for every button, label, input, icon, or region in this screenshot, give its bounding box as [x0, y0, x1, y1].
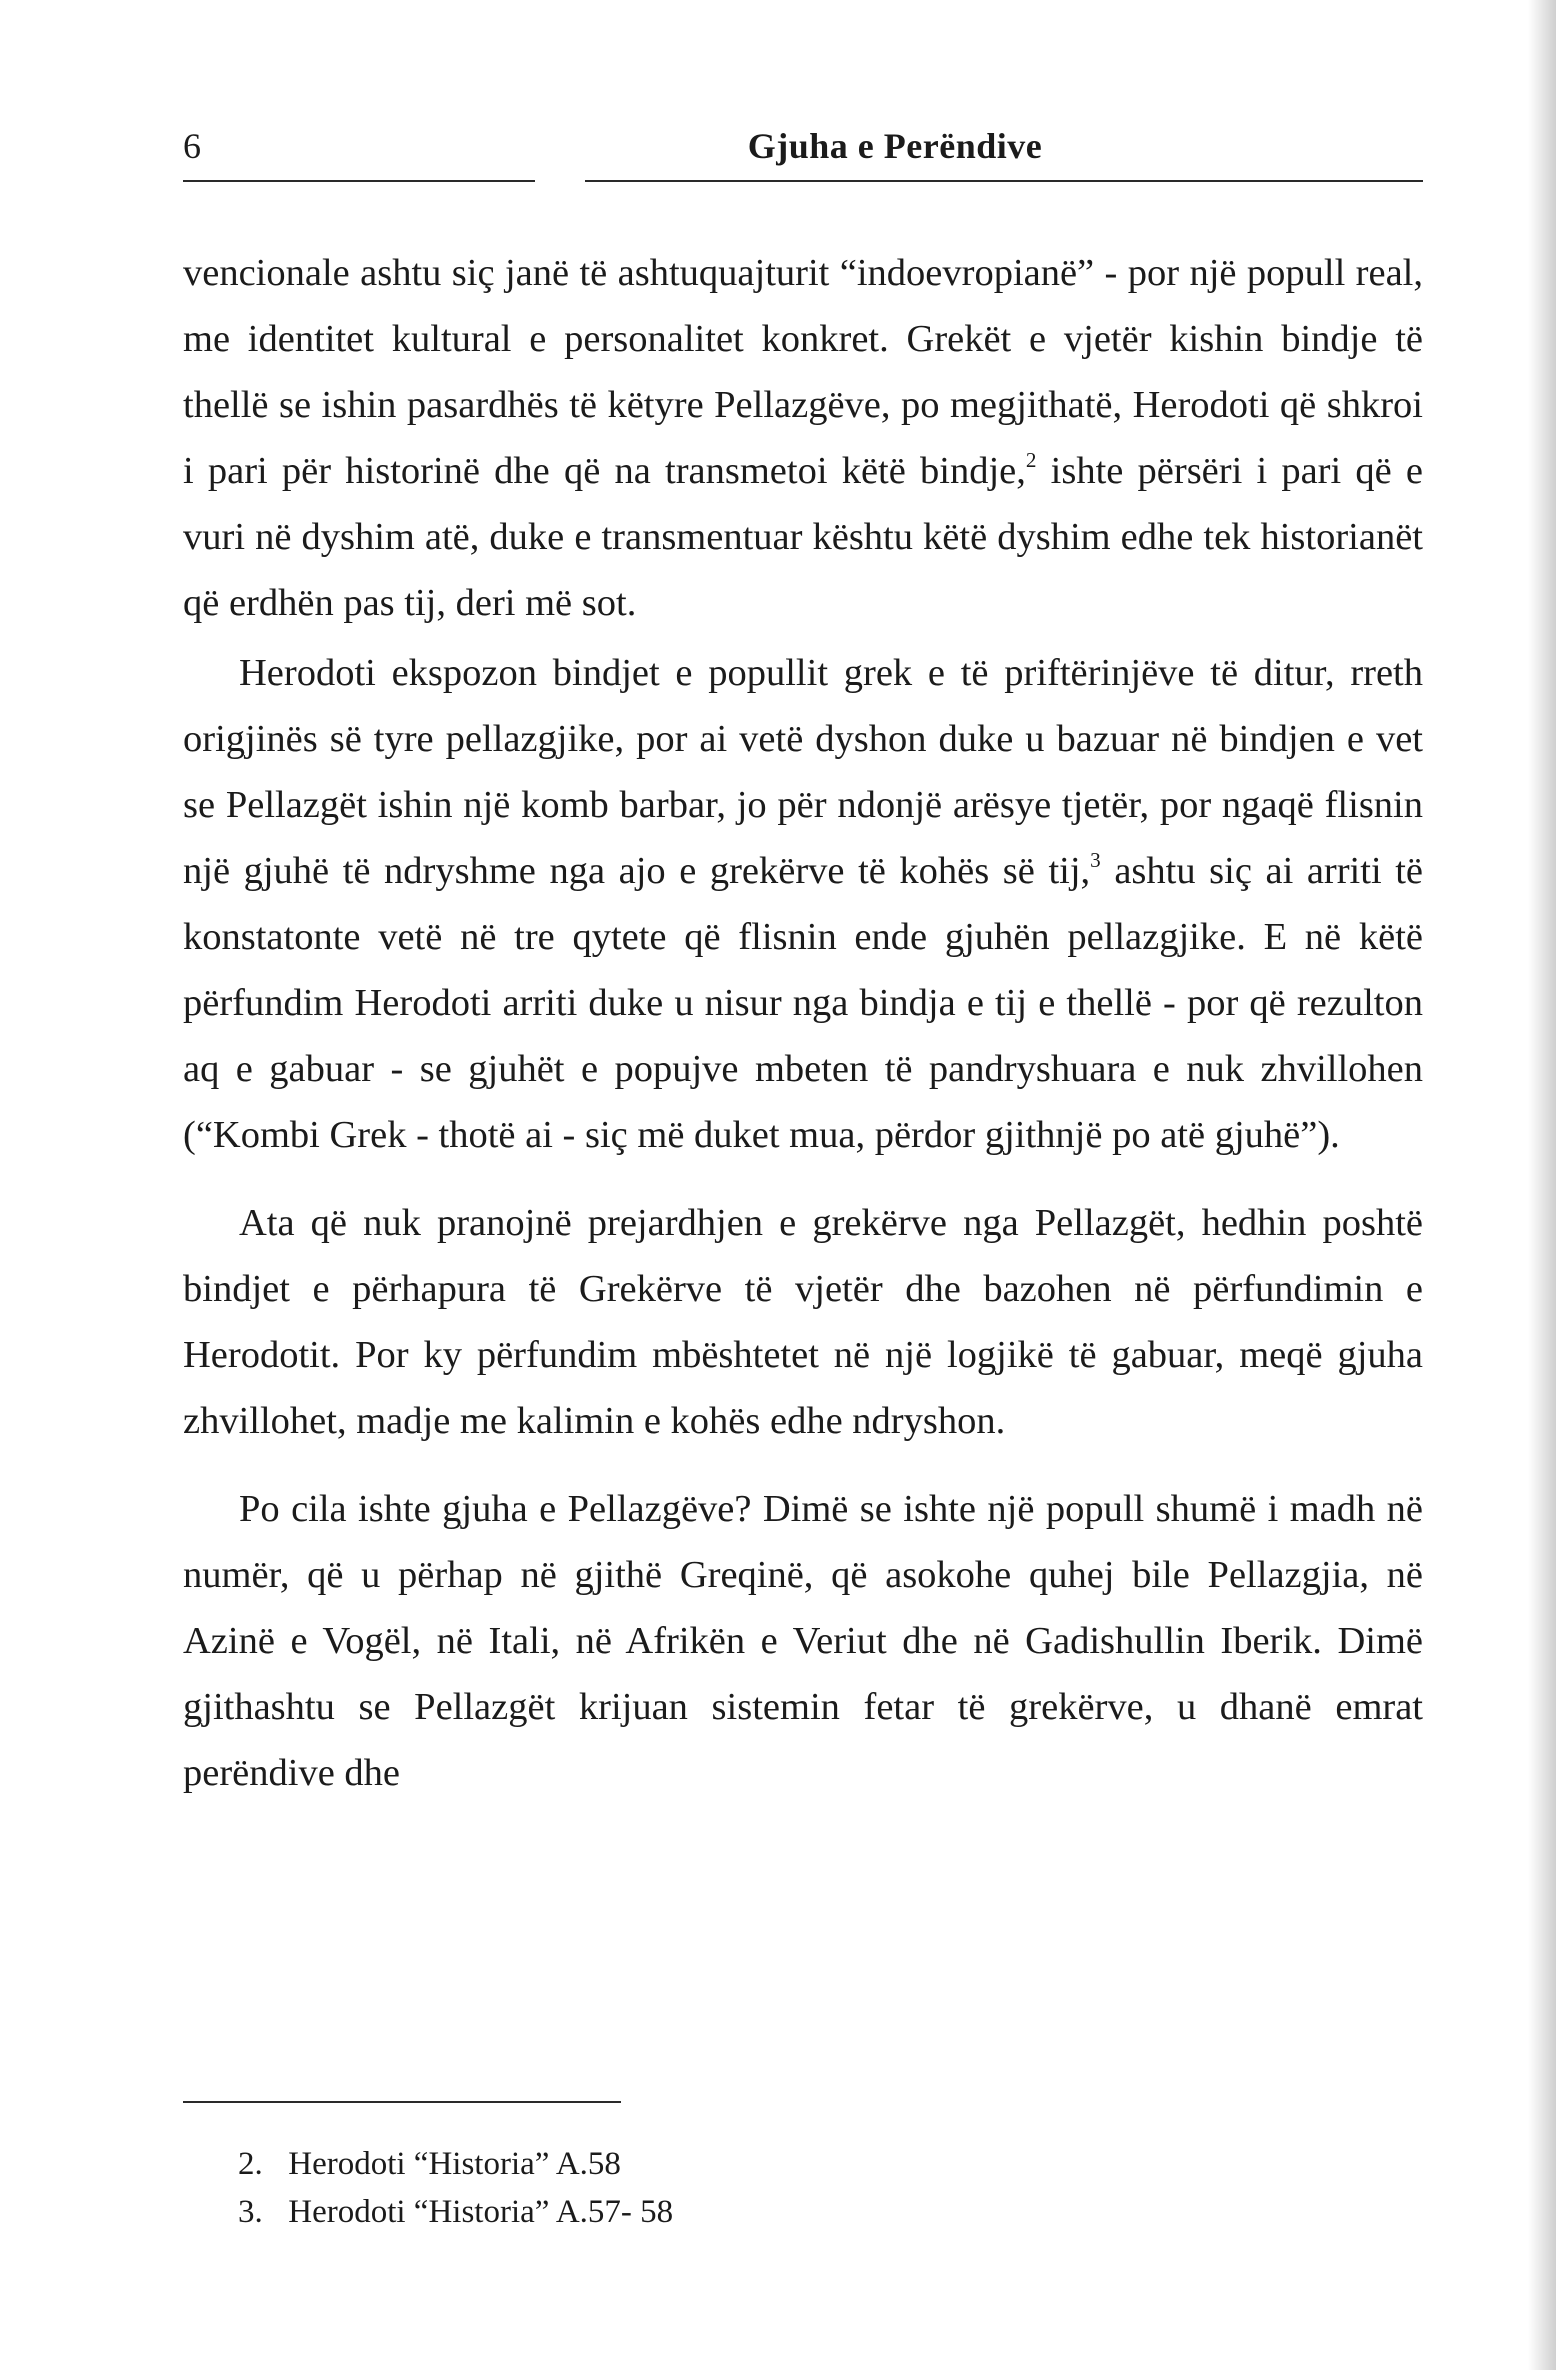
footnote-rule	[183, 2101, 621, 2103]
body-text	[183, 240, 1423, 1806]
paragraph-1-text-a: vencionale ashtu siç janë të ashtuquajturit “indoevropianë” - por një popull real, me identitet kultural e personalitet konkret. Grekët e vjetër kishin bindje të thellë se ishin pasardhës të këtyre Pellazgëve, po megjithatë, Herodoti që shkroi i pari për historinë dhe që na transmetoi këtë bindje,	[183, 252, 1423, 492]
paragraph-1-text-b: ishte përsëri i pari që e vuri në dyshim atë, duke e transmentuar kështu këtë dyshim edhe tek historianët që erdhën pas tij, deri më sot.	[183, 450, 1423, 624]
paragraph-4: Po cila ishte gjuha e Pellazgëve? Dimë se ishte një popull shumë i madh në numër, që u përhap në gjithë Greqinë, që asokohe quhej bile Pellazgjia, në Azinë e Vogël, në Itali, në Afrikën e Veriut dhe në Gadishullin Iberik. Dimë gjithashtu se Pellazgët krijuan sistemin fetar të grekërve, u dhanë emrat perëndive dhe	[183, 1488, 1423, 1794]
footnote-label: 2.	[238, 2146, 263, 2182]
footnote-text: Herodoti “Historia” A.57- 58	[288, 2194, 674, 2230]
page-header	[183, 118, 1423, 188]
header-rule-right	[585, 180, 1423, 182]
page-number: 6	[183, 126, 201, 166]
footnote-ref-2: 2	[1025, 448, 1037, 473]
running-title: Gjuha e Perëndive	[747, 126, 1043, 166]
footnote-ref-3: 3	[1090, 848, 1101, 873]
header-rule-left	[183, 180, 535, 182]
footnote-3	[238, 2188, 1138, 2236]
footnotes	[238, 2140, 1138, 2236]
paragraph-1	[183, 240, 1423, 636]
paragraph-2-text-a: Herodoti ekspozon bindjet e popullit grek e të priftërinjëve të ditur, rreth origjinës së tyre pellazgjike, por ai vetë dyshon duke u bazuar në bindjen e vet se Pellazgët ishin një komb barbar, jo për ndonjë arësye tjetër, por ngaqë flisnin një gjuhë të ndryshme nga ajo e grekërve të kohës së tij,	[183, 652, 1423, 892]
footnote-label: 3.	[238, 2194, 263, 2230]
scan-edge-shadow	[1528, 0, 1556, 2370]
paragraph-2	[183, 640, 1423, 1168]
footnote-2	[238, 2140, 1138, 2188]
paragraph-2-text-b: ashtu siç ai arriti të konstatonte vetë në tre qytete që flisnin ende gjuhën pellazgjike. E në këtë përfundim Herodoti arriti duke u nisur nga bindja e tij e thellë - por që rezulton aq e gabuar - se gjuhët e popujve mbeten të pandryshuara e nuk zhvillohen (“Kombi Grek - thotë ai - siç më duket mua, përdor gjithnjë po atë gjuhë”).	[183, 850, 1423, 1156]
footnote-text: Herodoti “Historia” A.58	[288, 2146, 621, 2182]
paragraph-3: Ata që nuk pranojnë prejardhjen e grekërve nga Pellazgët, hedhin poshtë bindjet e përhapura të Grekërve të vjetër dhe bazohen në përfundimin e Herodotit. Por ky përfundim mbështetet në një logjikë të gabuar, meqë gjuha zhvillohet, madje me kalimin e kohës edhe ndryshon.	[183, 1202, 1423, 1442]
